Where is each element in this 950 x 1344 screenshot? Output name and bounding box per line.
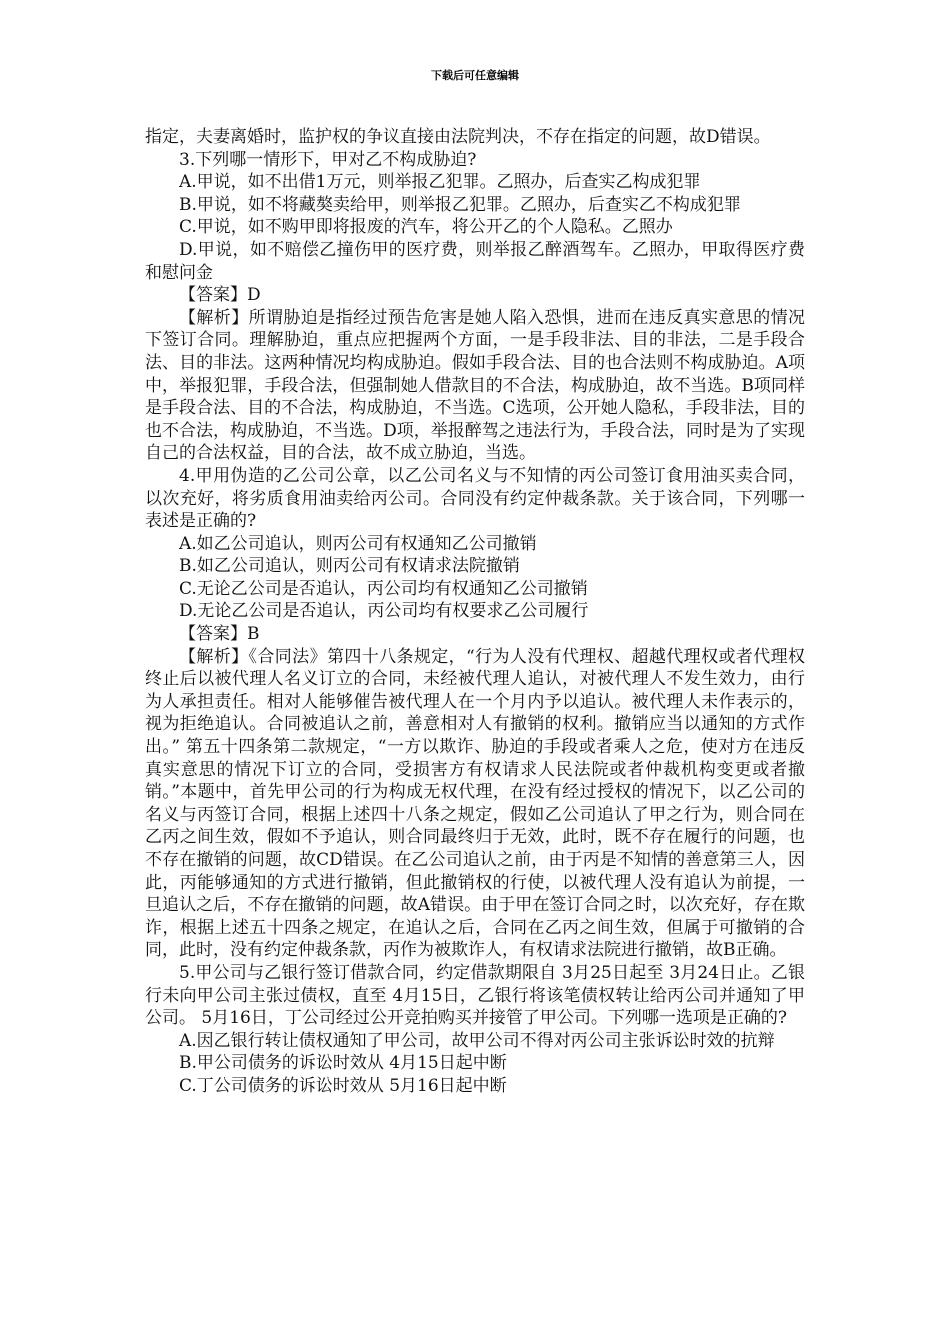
option-a: A.如乙公司追认，则丙公司有权通知乙公司撤销 — [179, 533, 537, 554]
option-d: D.无论乙公司是否追认，丙公司均有权要求乙公司履行 — [179, 601, 589, 622]
option-c: C.无论乙公司是否追认，丙公司均有权通知乙公司撤销 — [179, 578, 588, 599]
answer: 【答案】D — [179, 285, 261, 306]
option-a: A.甲说，如不出借1万元，则举报乙犯罪。乙照办，后查实乙构成犯罪 — [179, 172, 701, 193]
option-b: B.甲公司债务的诉讼时效从 4月15日起中断 — [179, 1053, 507, 1074]
answer: 【答案】B — [179, 624, 260, 645]
analysis: 【解析】《合同法》第四十八条规定，“行为人没有代理权、超越代理权或者代理权终止后以被代理人名义订立的合同，未经被代理人追认，对被代理人不发生效力，由行为人承担责任。相对人能够催告被代理人在一个月内予以追认。被代理人未作表示的，视为拒绝追认。合同被追认之前，善意相对人有撤销的权利。撤销应当以通知的方式作出。” 第五十四条第二款规定，“一方以欺诈、胁迫的手段或者乘人之危，使对方在违反真实意思的情况下订立的合同，受损害方有权请求人民法院或者仲裁机构变更或者撤销。”本题中，首先甲公司的行为构成无权代理，在没有经过授权的情况下，以乙公司的名义与丙签订合同，根据上述四十八条之规定，假如乙公司追认了甲之行为，则合同在乙丙之间生效，假如不予追认，则合同最终归于无效，此时，既不存在履行的问题，也不存在撤销的问题，故CD错误。在乙公司追认之前，由于丙是不知情的善意第三人，因此，丙能够通知的方式进行撤销，但此撤销权的行使，以被代理人没有追认为前提，一旦追认之后，不存在撤销的问题，故A错误。由于甲在签订合同之时，以次充好，存在欺诈，根据上述五十四条之规定，在追认之后，合同在乙丙之间生效，但属于可撤销的合同，此时，没有约定仲裁条款，丙作为被欺诈人，有权请求法院进行撤销，故B正确。 — [145, 646, 805, 961]
analysis: 【解析】所谓胁迫是指经过预告危害是她人陷入恐惧，进而在违反真实意思的情况下签订合同。理解胁迫，重点应把握两个方面，一是手段非法、目的非法，二是手段合法、目的非法。这两种情况均构成胁迫。假如手段合法、目的也合法则不构成胁迫。A项中，举报犯罪，手段合法，但强制她人借款目的不合法，构成胁迫，故不当选。B项同样是手段合法、目的不合法，构成胁迫，不当选。C选项，公开她人隐私，手段非法，目的也不合法，构成胁迫，不当选。D项，举报醉驾之违法行为，手段合法，同时是为了实现自己的合法权益，目的合法，故不成立胁迫，当选。 — [145, 307, 805, 464]
option-d: D.甲说，如不赔偿乙撞伤甲的医疗费，则举报乙醉酒驾车。乙照办，甲取得医疗费和慰问金 — [145, 239, 805, 283]
option-b: B.如乙公司追认，则丙公司有权请求法院撤销 — [179, 556, 520, 577]
question-5: 5.甲公司与乙银行签订借款合同，约定借款期限自 3月25日起至 3月24日止。乙银行未向甲公司主张过债权，直至 4月15日，乙银行将该笔债权转让给丙公司并通知了甲公司。 5月16日，丁公司经过公开竞拍购买并接管了甲公司。下列哪一选项是正确的? — [145, 962, 805, 1029]
option-c: C.甲说，如不购甲即将报废的汽车，将公开乙的个人隐私。乙照办 — [179, 217, 673, 238]
option-b: B.甲说，如不将藏獒卖给甲，则举报乙犯罪。乙照办，后查实乙不构成犯罪 — [179, 194, 741, 215]
paragraph: 指定，夫妻离婚时，监护权的争议直接由法院判决，不存在指定的问题，故D错误。 — [145, 127, 771, 147]
document-body — [145, 126, 805, 1098]
question-3: 3.下列哪一情形下，甲对乙不构成胁迫? — [179, 149, 477, 170]
question-4: 4.甲用伪造的乙公司公章，以乙公司名义与不知情的丙公司签订食用油买卖合同，以次充好，将劣质食用油卖给丙公司。合同没有约定仲裁条款。关于该合同，下列哪一表述是正确的? — [145, 465, 805, 532]
option-c: C.丁公司债务的诉讼时效从 5月16日起中断 — [179, 1075, 507, 1096]
option-a: A.因乙银行转让债权通知了甲公司，故甲公司不得对丙公司主张诉讼时效的抗辩 — [179, 1030, 775, 1051]
page-header: 下载后可任意编辑 — [431, 69, 519, 82]
